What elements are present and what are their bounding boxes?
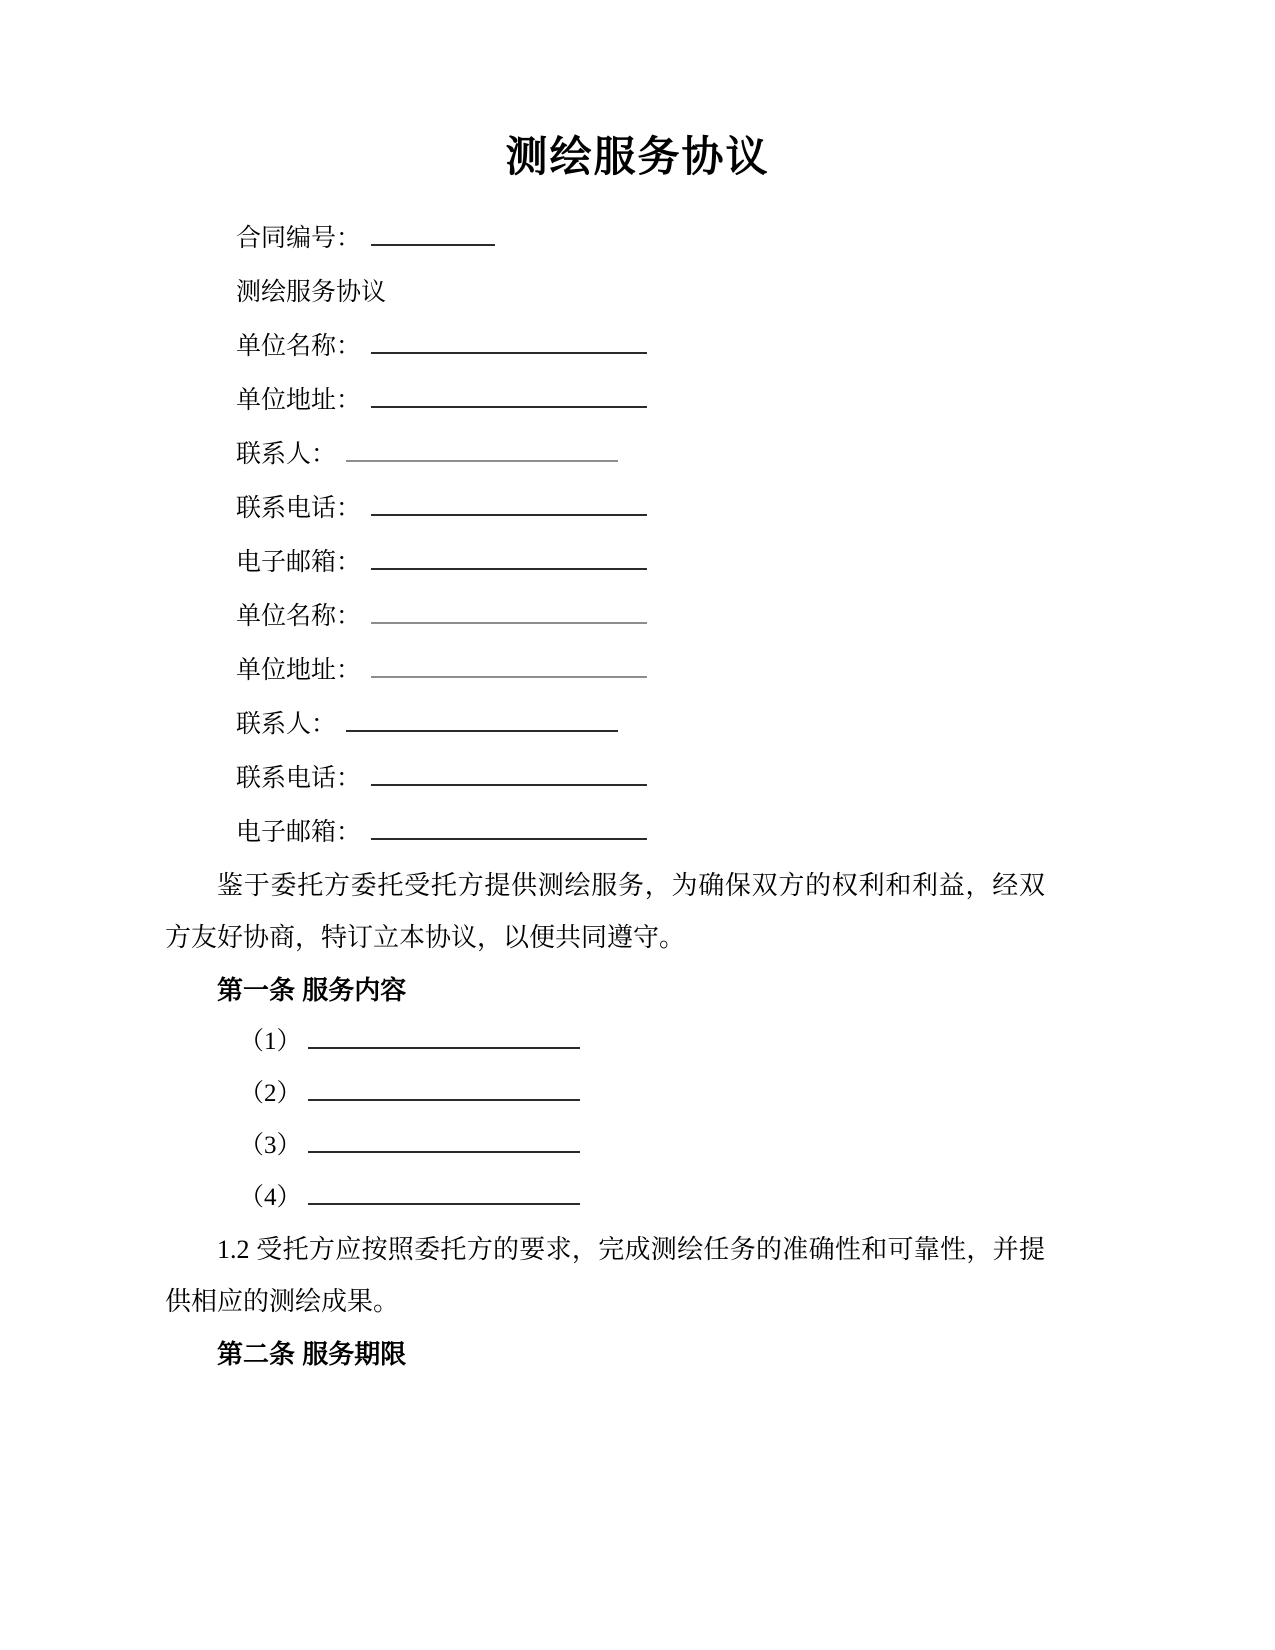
- field-blank-party-b-unit-address[interactable]: [371, 652, 647, 678]
- list-item-marker-1: （1）: [239, 1028, 302, 1055]
- field-row-party-a-contact-person: [165, 428, 1065, 482]
- field-row-party-b-unit-name: [165, 590, 1065, 644]
- list-item: [165, 1068, 1065, 1120]
- field-blank-party-a-email[interactable]: [371, 544, 647, 570]
- list-item-blank-2[interactable]: [308, 1075, 580, 1101]
- list-item-marker-3: （3）: [239, 1132, 302, 1159]
- field-label-party-b-unit-name: 单位名称：: [236, 603, 362, 630]
- field-row-party-a-email: [165, 536, 1065, 590]
- list-item-blank-3[interactable]: [308, 1127, 580, 1153]
- field-label-party-a-email: 电子邮箱：: [236, 549, 362, 576]
- section-heading-1: 第一条 服务内容: [217, 975, 407, 1005]
- list-item: [165, 1172, 1065, 1224]
- field-label-party-a-contact-person: 联系人：: [236, 441, 337, 468]
- field-blank-party-b-unit-name[interactable]: [371, 598, 647, 624]
- field-label-party-b-phone: 联系电话：: [236, 765, 362, 792]
- field-blank-party-b-phone[interactable]: [371, 760, 647, 786]
- field-blank-contract-number[interactable]: [371, 220, 495, 246]
- field-label-party-a-unit-name: 单位名称：: [236, 333, 362, 360]
- field-blank-party-b-email[interactable]: [371, 814, 647, 840]
- field-label-party-b-unit-address: 单位地址：: [236, 657, 362, 684]
- list-item-blank-4[interactable]: [308, 1179, 580, 1205]
- field-blank-party-a-contact-person[interactable]: [346, 436, 618, 462]
- field-blank-party-a-unit-name[interactable]: [371, 328, 647, 354]
- field-blank-party-a-unit-address[interactable]: [371, 382, 647, 408]
- section-heading-2: 第二条 服务期限: [217, 1339, 407, 1369]
- page-title: 测绘服务协议: [505, 133, 770, 180]
- field-row-party-b-phone: [165, 752, 1065, 806]
- field-row-party-a-unit-address: [165, 374, 1065, 428]
- list-item-marker-4: （4）: [239, 1184, 302, 1211]
- preamble-paragraph: 鉴于委托方委托受托方提供测绘服务，为确保双方的权利和利益，经双方友好协商，特订立本协议，以便共同遵守。: [165, 871, 1045, 952]
- field-row-party-a-phone: [165, 482, 1065, 536]
- list-item: [165, 1016, 1065, 1068]
- field-row-contract-number: [165, 212, 1065, 266]
- field-row-party-b-unit-address: [165, 644, 1065, 698]
- document-subtitle: 测绘服务协议: [236, 279, 387, 306]
- field-label-party-b-email: 电子邮箱：: [236, 819, 362, 846]
- field-row-party-a-unit-name: [165, 320, 1065, 374]
- field-label-party-b-contact-person: 联系人：: [236, 711, 337, 738]
- list-item: [165, 1120, 1065, 1172]
- list-item-blank-1[interactable]: [308, 1023, 580, 1049]
- document-body: [165, 212, 1065, 1380]
- field-blank-party-b-contact-person[interactable]: [346, 706, 618, 732]
- field-row-party-b-contact-person: [165, 698, 1065, 752]
- list-item-marker-2: （2）: [239, 1080, 302, 1107]
- field-label-party-a-unit-address: 单位地址：: [236, 387, 362, 414]
- field-blank-party-a-phone[interactable]: [371, 490, 647, 516]
- field-row-party-b-email: [165, 806, 1065, 860]
- clause-paragraph-1-2: 1.2 受托方应按照委托方的要求，完成测绘任务的准确性和可靠性，并提供相应的测绘成果。: [165, 1235, 1045, 1316]
- field-label-contract-number: 合同编号：: [236, 225, 362, 252]
- field-label-party-a-phone: 联系电话：: [236, 495, 362, 522]
